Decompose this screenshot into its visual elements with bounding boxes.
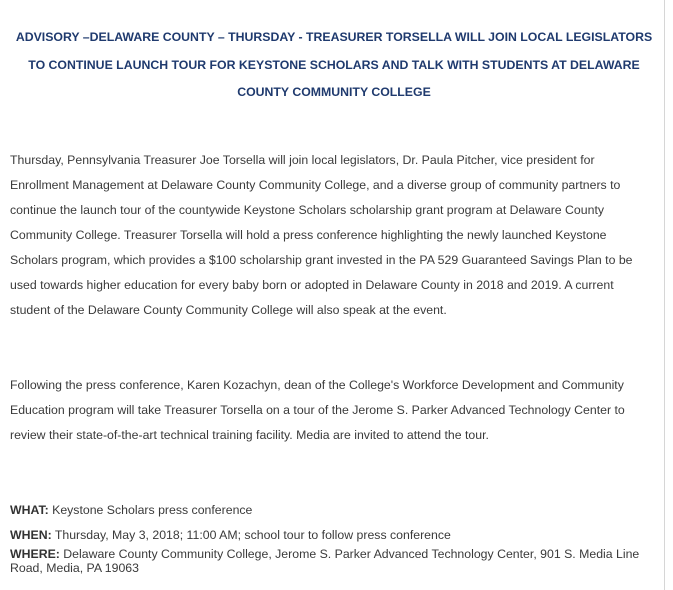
body-paragraph-1: Thursday, Pennsylvania Treasurer Joe Torsella will join local legislators, Dr. Paula Pitcher, vice president for Enrollment Management at Delaware County Community College, and a diverse group of community partners to continue the launch tour of the countywide Keystone Scholars scholarship grant program at Delaware County Community College. Treasurer Torsella will hold a press conference highlighting the newly launched Keystone Scholars program, which provides a $100 scholarship grant invested in the PA 529 Guaranteed Savings Plan to be used towards higher education for every baby born or adopted in Delaware County in 2018 and 2019. A current student of the Delaware County Community College will also speak at the event.: [10, 153, 633, 317]
where-label: WHERE:: [10, 547, 60, 561]
event-details: [10, 500, 650, 575]
what-value: Keystone Scholars press conference: [48, 503, 253, 517]
when-value: Thursday, May 3, 2018; 11:00 AM; school tour to follow press conference: [51, 528, 451, 542]
body-paragraph-2: Following the press conference, Karen Kozachyn, dean of the College's Workforce Development and Community Education program will take Treasurer Torsella on a tour of the Jerome S. Parker Advanced Technology Center to review their state-of-the-art technical training facility. Media are invited to attend the tour.: [10, 378, 625, 442]
what-label: WHAT:: [10, 503, 49, 517]
page-edge-divider: [664, 0, 665, 590]
detail-when: [10, 525, 650, 545]
advisory-headline: ADVISORY –DELAWARE COUNTY – THURSDAY - TREASURER TORSELLA WILL JOIN LOCAL LEGISLATORS TO CONTINUE LAUNCH TOUR FOR KEYSTONE SCHOLARS AND TALK WITH STUDENTS AT DELAWARE COUNTY COMMUNITY COLLEGE: [15, 30, 653, 99]
detail-what: [10, 500, 650, 520]
where-value: Delaware County Community College, Jerome S. Parker Advanced Technology Center, 901 S. Media Line Road, Media, PA 19063: [10, 547, 640, 575]
when-label: WHEN:: [10, 528, 52, 542]
detail-where: [10, 547, 650, 575]
